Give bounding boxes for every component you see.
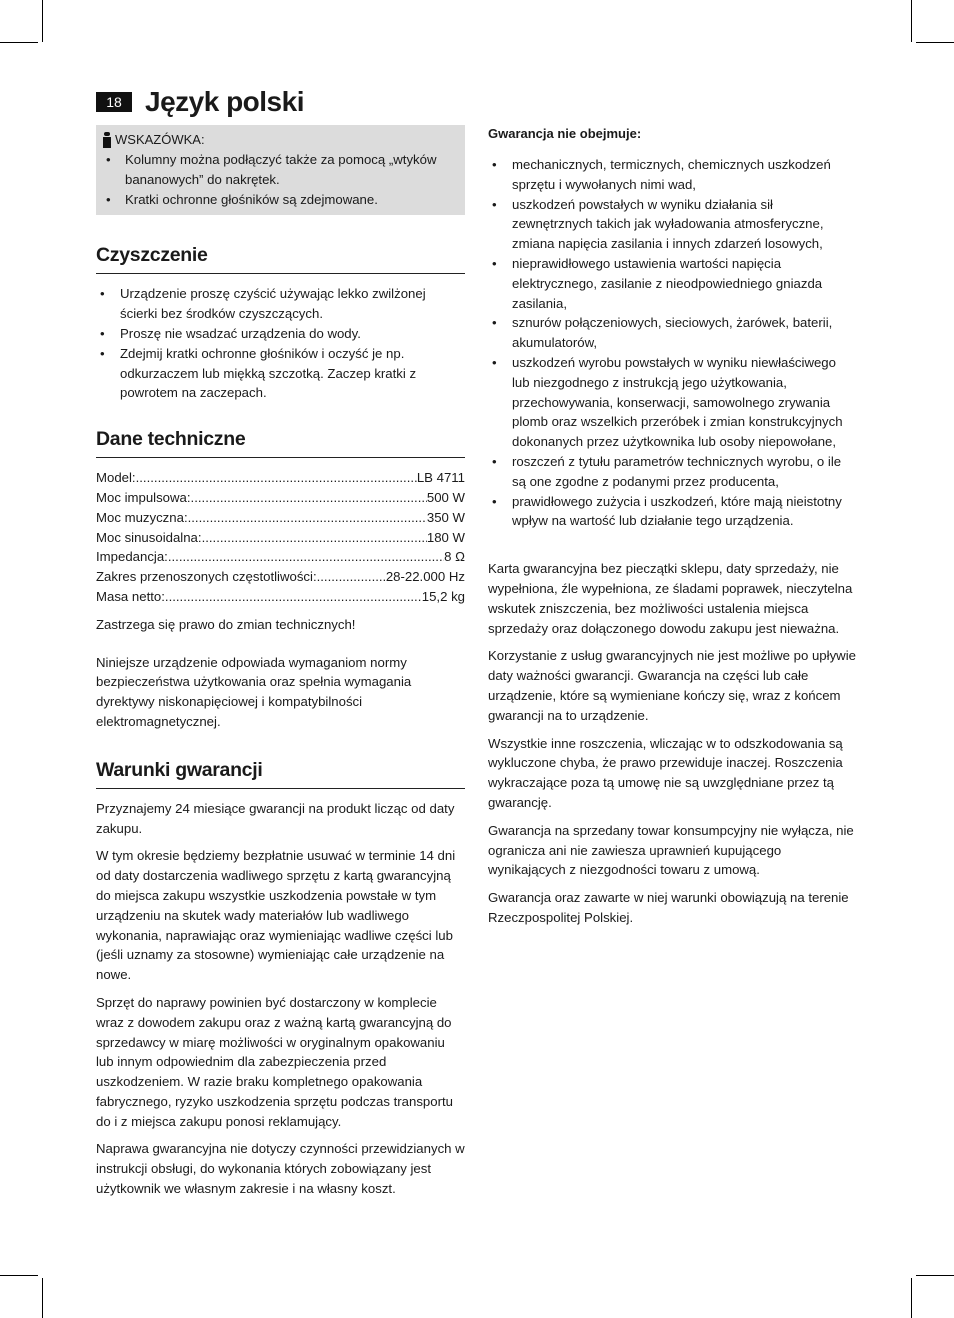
exclusions-paragraph: Korzystanie z usług gwarancyjnych nie jest możliwe po upływie daty ważności gwarancji. Gwarancja na części lub całe urządzenie, które są wymieniane kończy się, wraz z końcem gwarancji na to urządzenie. bbox=[488, 648, 856, 723]
spec-label: Masa netto: bbox=[96, 588, 165, 604]
exclusions-paragraph: Wszystkie inne roszczenia, wliczając w to odszkodowania są wykluczone chyba, że prawo przewiduje inaczej. Roszczenia wykraczające poza tą umowę nie są uwzględniane przez tą gwarancję. bbox=[488, 735, 843, 810]
list-item: • Zdejmij kratki ochronne głośników i oczyść je np. odkurzaczem lub miękką szczotką. Zaczep kratki z powrotem na zaczepach. bbox=[96, 344, 465, 403]
spec-row bbox=[96, 567, 465, 587]
crop-mark bbox=[911, 1278, 912, 1318]
spec-row bbox=[96, 468, 465, 488]
notice-list bbox=[102, 150, 455, 209]
spec-value: 15,2 kg bbox=[421, 588, 465, 604]
spec-row bbox=[96, 488, 465, 508]
crop-mark bbox=[916, 42, 954, 43]
notice-header bbox=[102, 131, 455, 149]
list-item: • uszkodzeń powstałych w wyniku działania sił zewnętrznych takich jak wyładowania atmosferyczne, zmiana napięcia zasilania i innych zdarzeń losowych, bbox=[488, 195, 857, 254]
spec-value: LB 4711 bbox=[416, 470, 465, 486]
crop-mark bbox=[0, 1275, 38, 1276]
spec-label: Impedancja: bbox=[96, 549, 168, 565]
crop-mark bbox=[42, 0, 43, 42]
spec-row bbox=[96, 508, 465, 528]
spec-label: Moc sinusoidalna: bbox=[96, 529, 202, 545]
exclusions-paragraph: Gwarancja oraz zawarte w niej warunki obowiązują na terenie Rzeczpospolitej Polskiej. bbox=[488, 890, 849, 925]
specs-table bbox=[96, 468, 465, 607]
spec-value: 350 W bbox=[426, 509, 465, 525]
crop-mark bbox=[42, 1278, 43, 1318]
notice-title: WSKAZÓWKA: bbox=[115, 132, 205, 147]
spec-label: Moc muzyczna: bbox=[96, 509, 188, 525]
notice-box bbox=[96, 125, 465, 215]
list-item: • Urządzenie proszę czyścić używając lekko zwilżonej ścierki bez środków czyszczących. bbox=[96, 284, 465, 324]
spec-row bbox=[96, 547, 465, 567]
spec-value: 500 W bbox=[426, 489, 465, 505]
info-icon bbox=[102, 132, 112, 148]
left-column bbox=[96, 125, 465, 1207]
spec-label: Moc impulsowa: bbox=[96, 489, 191, 505]
exclusions-paragraph: Gwarancja na sprzedany towar konsumpcyjny nie wyłącza, nie ogranicza ani nie zawiesza uprawnień kupującego wynikających z niezgodności towaru z umową. bbox=[488, 822, 854, 878]
specs-note: Zastrzega się prawo do zmian technicznych! bbox=[96, 616, 356, 632]
list-item: • uszkodzeń wyrobu powstałych w wyniku niewłaściwego lub niezgodnego z instrukcją jego użytkowania, przechowywania, konserwacji, samowolnego zrywania plomb oraz wszelkich przeróbek i zmian konstrukcyjnych dokonanych przez użytkownika lub osoby niepowołane, bbox=[488, 353, 857, 452]
spec-label: Zakres przenoszonych częstotliwości: bbox=[96, 569, 317, 585]
list-item: • roszczeń z tytułu parametrów technicznych wyrobu, o ile są one zgodne z podanymi przez producenta, bbox=[488, 452, 857, 492]
warranty-paragraph: W tym okresie będziemy bezpłatnie usuwać w terminie 14 dni od daty dostarczenia wadliwego sprzętu z kartą gwarancyjną do miejsca zakupu wszystkie uszkodzenia powstałe w tym urządzeniu na skutek wady materiałów lub wadliwego wykonania, naprawiając oraz wymieniając wadliwe części lub (jeśli uznamy za stosowne) wymieniając całe urządzenie na nowe. bbox=[96, 848, 456, 983]
list-item: • Proszę nie wsadzać urządzenia do wody. bbox=[96, 324, 465, 344]
right-column bbox=[488, 125, 857, 936]
list-item: • Kratki ochronne głośników są zdejmowane. bbox=[102, 190, 455, 210]
compliance-text: Niniejsze urządzenie odpowiada wymaganiom normy bezpieczeństwa użytkowania oraz spełnia wymagania dyrektywy niskonapięciowej i kompatybilności elektromagnetycznej. bbox=[96, 654, 412, 729]
spec-value: 28-22.000 Hz bbox=[385, 569, 465, 585]
warranty-paragraph: Naprawa gwarancyjna nie dotyczy czynności przewidzianych w instrukcji obsługi, do wykonania których zobowiązany jest użytkownik we własnym zakresie i na własny koszt. bbox=[96, 1141, 465, 1197]
list-item: • prawidłowego zużycia i uszkodzeń, które mają nieistotny wpływ na wartość lub działanie tego urządzenia. bbox=[488, 492, 857, 532]
spec-value: 180 W bbox=[426, 529, 465, 545]
list-item: • Kolumny można podłączyć także za pomocą „wtyków bananowych” do nakrętek. bbox=[102, 150, 455, 190]
warranty-paragraph: Przyznajemy 24 miesiące gwarancji na produkt licząc od daty zakupu. bbox=[96, 800, 455, 836]
spec-value: 8 Ω bbox=[444, 549, 465, 565]
cleaning-list bbox=[96, 284, 465, 403]
crop-mark bbox=[916, 1275, 954, 1276]
page-number: 18 bbox=[96, 92, 132, 112]
spec-row bbox=[96, 587, 465, 607]
page-title: Język polski bbox=[145, 86, 304, 117]
crop-mark bbox=[0, 42, 38, 43]
section-heading-specs: Dane techniczne bbox=[96, 425, 465, 458]
exclusions-list bbox=[488, 155, 857, 531]
spec-label: Model: bbox=[96, 470, 136, 486]
exclusions-paragraph: Karta gwarancyjna bez pieczątki sklepu, daty sprzedaży, nie wypełniona, źle wypełniona, ze śladami poprawek, nieczytelna wskutek zniszczenia, bez możliwości ustalenia miejsca sprzedaży oraz dołączonego dowodu zakupu jest nieważna. bbox=[488, 561, 853, 636]
spec-row bbox=[96, 528, 465, 548]
list-item: • mechanicznych, termicznych, chemicznych uszkodzeń sprzętu i wywołanych nimi wad, bbox=[488, 155, 857, 195]
section-heading-cleaning: Czyszczenie bbox=[96, 241, 465, 274]
exclusions-heading: Gwarancja nie obejmuje: bbox=[488, 126, 642, 141]
crop-mark bbox=[911, 0, 912, 42]
list-item: • sznurów połączeniowych, sieciowych, żarówek, baterii, akumulatorów, bbox=[488, 313, 857, 353]
section-heading-warranty: Warunki gwarancji bbox=[96, 756, 465, 789]
list-item: • nieprawidłowego ustawienia wartości napięcia elektrycznego, zasilanie z nieodpowiedniego gniazda zasilania, bbox=[488, 254, 857, 313]
warranty-paragraph: Sprzęt do naprawy powinien być dostarczony w komplecie wraz z dowodem zakupu oraz z ważną kartą gwarancyjną do sprzedawcy w miarę możliwości w oryginalnym opakowaniu lub innym odpowiednim dla zabezpieczenia przed uszkodzeniem. W razie braku kompletnego opakowania fabrycznego, ryzyko uszkodzenia sprzętu podczas transportu do i z miejsca zakupu ponosi reklamujący. bbox=[96, 994, 453, 1129]
